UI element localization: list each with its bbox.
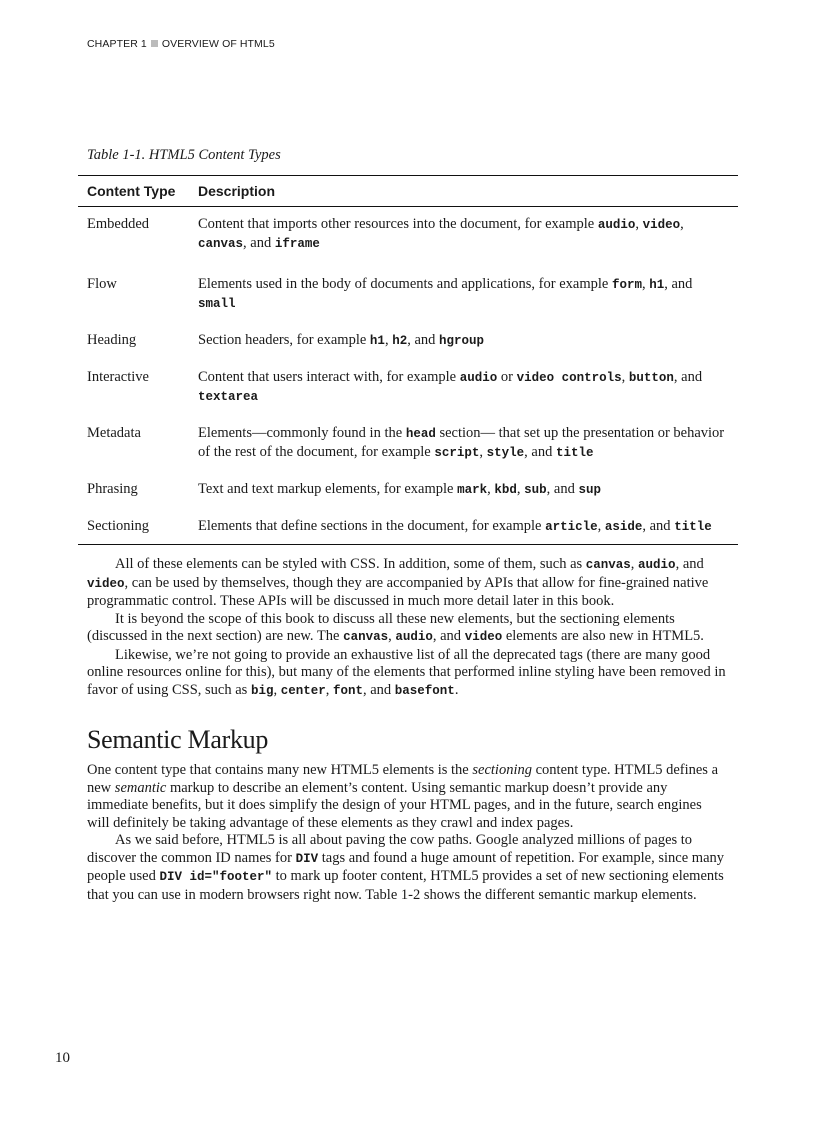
section-body xyxy=(87,762,727,904)
content-type-cell: Heading xyxy=(87,332,137,348)
content-type-cell: Flow xyxy=(87,276,117,292)
table-body xyxy=(78,215,738,536)
table-caption: Table 1-1. HTML5 Content Types xyxy=(87,147,281,163)
inline-code: title xyxy=(555,446,594,460)
inline-code: video xyxy=(464,630,503,644)
section-paragraph: One content type that contains many new HTML5 elements is the sectioning content type. HTML5 defines a new semantic markup to describe an element’s content. Using semantic markup doesn’t provide any immediate benefits, but it does simplify the design of your HTML pages, and in the future, search engines will definitely be taking advantage of these elements as they crawl and index pages. xyxy=(87,762,719,831)
emphasis: semantic xyxy=(114,779,167,796)
inline-code: audio xyxy=(395,630,433,644)
inline-code: canvas xyxy=(343,630,389,644)
table-row xyxy=(78,517,738,536)
inline-code: aside xyxy=(604,520,643,534)
inline-code: form xyxy=(611,278,642,292)
inline-code: h1 xyxy=(369,334,385,348)
inline-code: iframe xyxy=(274,237,320,251)
chapter-label: CHAPTER 1 xyxy=(87,38,147,50)
inline-code: audio xyxy=(638,558,676,572)
inline-code: big xyxy=(250,683,274,698)
inline-code: hgroup xyxy=(439,334,485,348)
body-paragraph: Likewise, we’re not going to provide an exhaustive list of all the deprecated tags (there are many good online resources online for this), but many of the elements that performed inline styling have been removed in favor of using CSS, such as big, center, font, and basefont. xyxy=(87,646,726,698)
inline-code: kbd xyxy=(494,483,517,497)
table-row xyxy=(78,331,738,350)
inline-code: canvas xyxy=(585,558,631,572)
description-cell: Elements that define sections in the document, for example article, aside, and title xyxy=(198,518,712,534)
inline-code: article xyxy=(545,520,598,534)
description-cell: Elements—commonly found in the head section— that set up the presentation or behavior of the rest of the document, for example script, style, and title xyxy=(198,425,725,460)
description-cell: Elements used in the body of documents and applications, for example form, h1, and small xyxy=(198,276,693,311)
inline-code: canvas xyxy=(198,237,244,251)
page-number: 10 xyxy=(55,1050,70,1066)
body-paragraph: It is beyond the scope of this book to discuss all these new elements, but the sectioning elements (discussed in the next section) are new. The canvas, audio, and video elements are also new in HTML5. xyxy=(87,610,704,644)
inline-code: head xyxy=(405,427,436,441)
content-type-cell: Sectioning xyxy=(87,518,150,534)
description-cell: Text and text markup elements, for example mark, kbd, sub, and sup xyxy=(198,481,601,497)
content-type-cell: Metadata xyxy=(87,425,141,441)
table-row xyxy=(78,275,738,313)
inline-code: h2 xyxy=(392,334,408,348)
table-row xyxy=(78,480,738,499)
description-cell: Content that imports other resources into the document, for example audio, video, canvas, and iframe xyxy=(198,216,684,251)
inline-code: DIV id="footer" xyxy=(159,870,273,884)
inline-code: DIV xyxy=(295,851,319,866)
content-type-cell: Phrasing xyxy=(87,481,138,497)
inline-code: style xyxy=(486,446,525,460)
inline-code: audio xyxy=(459,371,498,385)
inline-code: video controls xyxy=(516,371,622,385)
inline-code: h1 xyxy=(649,278,665,292)
description-cell: Content that users interact with, for example audio or video controls, button, and textarea xyxy=(198,369,703,404)
table-row xyxy=(78,424,738,462)
content-type-cell: Interactive xyxy=(87,369,149,385)
content-type-cell: Embedded xyxy=(87,216,150,232)
inline-code: button xyxy=(628,371,674,385)
description-cell: Section headers, for example h1, h2, and hgroup xyxy=(198,332,485,348)
content-types-table xyxy=(78,175,738,545)
inline-code: title xyxy=(674,520,712,534)
square-icon xyxy=(151,40,158,47)
inline-code: center xyxy=(280,683,326,698)
chapter-title: OVERVIEW OF HTML5 xyxy=(161,38,275,50)
inline-code: font xyxy=(332,683,363,698)
inline-code: script xyxy=(434,446,480,460)
table-row xyxy=(78,368,738,406)
emphasis: sectioning xyxy=(472,762,532,778)
inline-code: video xyxy=(87,576,125,591)
inline-code: sub xyxy=(524,483,547,497)
inline-code: audio xyxy=(597,218,636,232)
table-row xyxy=(78,215,738,253)
inline-code: sup xyxy=(578,483,601,497)
section-paragraph: As we said before, HTML5 is all about paving the cow paths. Google analyzed millions of pages to discover the common ID names for DIV tags and found a huge amount of repetition. For example, since many people used DIV id="footer" to mark up footer content, HTML5 provides a set of new sectioning elements that you can use in modern browsers right now. Table 1-2 shows the different semantic markup elements. xyxy=(87,832,725,903)
inline-code: video xyxy=(642,218,681,232)
inline-code: textarea xyxy=(198,390,259,404)
inline-code: basefont xyxy=(394,683,455,698)
section-heading: Semantic Markup xyxy=(87,725,269,754)
column-header-description: Description xyxy=(198,183,276,199)
body-text xyxy=(87,556,727,700)
inline-code: small xyxy=(198,297,236,311)
body-paragraph: All of these elements can be styled with CSS. In addition, some of them, such as canvas, audio, and video, can be used by themselves, though they are accompanied by APIs that allow for fine-grained native programmatic control. These APIs will be discussed in much more detail later in this book. xyxy=(87,556,709,609)
inline-code: mark xyxy=(457,483,488,497)
column-header-content-type: Content Type xyxy=(87,183,176,199)
table-header-row xyxy=(78,176,738,206)
running-header xyxy=(87,38,275,50)
